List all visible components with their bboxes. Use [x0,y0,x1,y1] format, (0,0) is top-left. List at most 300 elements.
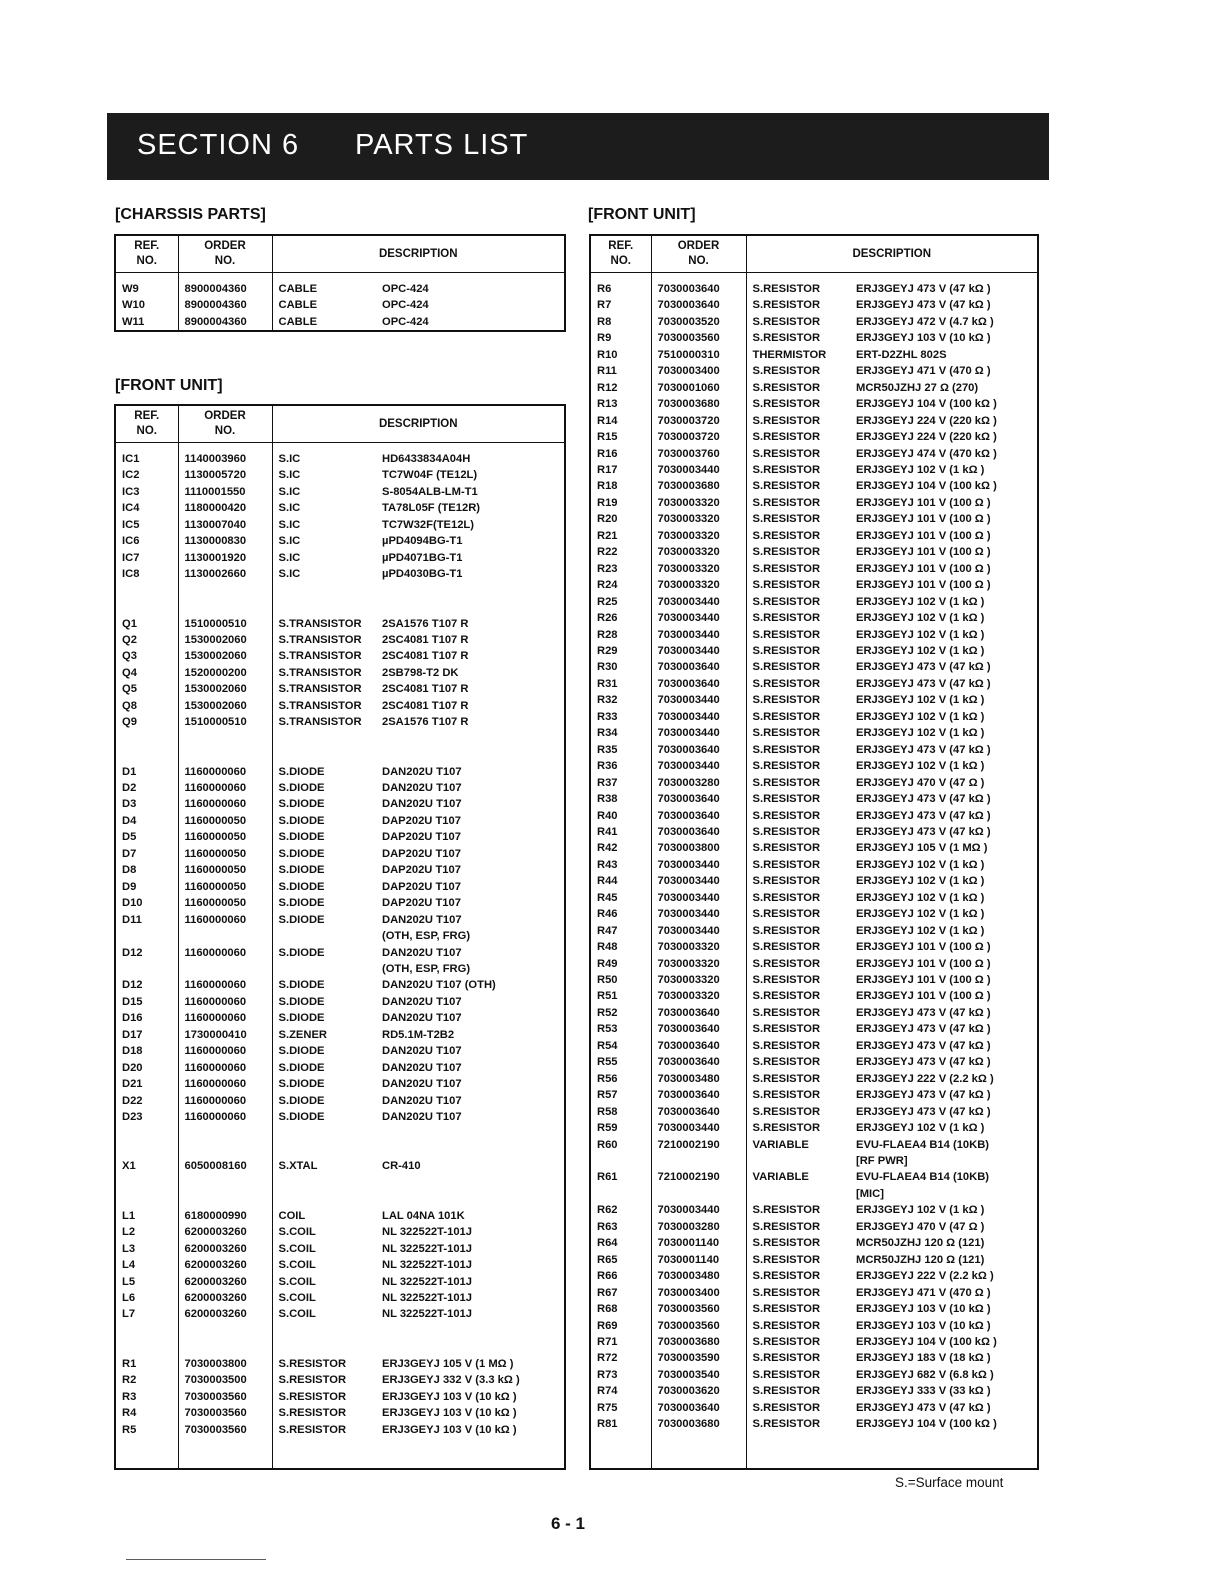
table-row [590,840,1038,856]
ref-no-cell: D16 [115,1010,178,1026]
order-no-cell: 7030003440 [651,1202,746,1218]
order-no-cell: 7030001140 [651,1252,746,1268]
ref-no-cell [115,961,178,977]
part-type-cell: VARIABLE [746,1169,856,1185]
ref-no-cell: R18 [590,478,651,494]
part-type-cell: S.RESISTOR [746,758,856,774]
ref-no-cell: D15 [115,994,178,1010]
order-no-cell: 7030003440 [651,692,746,708]
part-spec-cell: ERJ3GEYJ 471 V (470 Ω ) [856,1285,1038,1301]
part-type-cell: S.DIODE [272,780,382,796]
description-header: DESCRIPTION [272,405,565,443]
part-type-cell: S.IC [272,533,382,549]
part-type-cell: S.RESISTOR [272,1405,382,1421]
ref-no-cell: L3 [115,1241,178,1257]
part-spec-cell: HD6433834A04H [382,451,565,467]
part-type-cell [746,1186,856,1202]
part-type-cell: S.DIODE [272,1076,382,1092]
order-no-cell: 7030003640 [651,742,746,758]
order-no-cell: 7030003640 [651,1005,746,1021]
part-spec-cell: ERJ3GEYJ 102 V (1 kΩ ) [856,873,1038,889]
order-no-cell: 7030003440 [651,857,746,873]
table-row [590,692,1038,708]
part-spec-cell: ERJ3GEYJ 472 V (4.7 kΩ ) [856,314,1038,330]
table-row [115,879,565,895]
order-no-cell: 7030003760 [651,446,746,462]
part-spec-cell: ERJ3GEYJ 222 V (2.2 kΩ ) [856,1268,1038,1284]
part-spec-cell: ERJ3GEYJ 102 V (1 kΩ ) [856,594,1038,610]
order-no-cell: 1530002060 [178,632,272,648]
part-spec-cell: ERJ3GEYJ 102 V (1 kΩ ) [856,627,1038,643]
part-spec-cell: ERJ3GEYJ 101 V (100 Ω ) [856,988,1038,1004]
order-no-cell: 7030003560 [178,1422,272,1438]
table-row [115,314,565,330]
table-row [590,281,1038,297]
part-type-cell: S.RESISTOR [746,742,856,758]
order-no-cell: 7030003400 [651,1285,746,1301]
part-type-cell: S.COIL [272,1290,382,1306]
part-type-cell: S.RESISTOR [746,1334,856,1350]
order-no-cell: 1130001920 [178,550,272,566]
filler-row [590,1433,1038,1469]
part-spec-cell: 2SC4081 T107 R [382,632,565,648]
table-row [590,380,1038,396]
order-no-cell: 7030003320 [651,939,746,955]
part-spec-cell: ERJ3GEYJ 101 V (100 Ω ) [856,939,1038,955]
order-no-cell: 1510000510 [178,714,272,730]
order-no-cell [178,1126,272,1142]
ref-no-cell: D2 [115,780,178,796]
part-type-cell: S.RESISTOR [746,857,856,873]
part-spec-cell: OPC-424 [382,314,565,330]
ref-no-cell: L1 [115,1208,178,1224]
table-row [115,1208,565,1224]
order-no-cell: 1160000060 [178,945,272,961]
table-row [590,363,1038,379]
table-row [590,1169,1038,1185]
table-row [590,1186,1038,1202]
part-type-cell: S.RESISTOR [746,1021,856,1037]
order-no-cell: 7030001060 [651,380,746,396]
ref-no-cell: R11 [590,363,651,379]
table-row [115,698,565,714]
ref-no-cell: R68 [590,1301,651,1317]
order-no-header: ORDER NO. [651,235,746,273]
ref-no-cell: R64 [590,1235,651,1251]
part-type-cell: S.RESISTOR [272,1389,382,1405]
ref-no-cell: D11 [115,912,178,928]
ref-no-cell: R26 [590,610,651,626]
part-type-cell: S.RESISTOR [746,676,856,692]
part-type-cell: S.RESISTOR [746,988,856,1004]
order-no-cell: 7030003640 [651,1400,746,1416]
ref-no-cell: W11 [115,314,178,330]
front-unit-table-left [114,404,566,1470]
part-spec-cell: ERJ3GEYJ 102 V (1 kΩ ) [856,1120,1038,1136]
order-no-cell [178,583,272,599]
ref-no-cell: R32 [590,692,651,708]
ref-no-cell: R52 [590,1005,651,1021]
table-row [115,1339,565,1355]
part-type-cell: S.RESISTOR [746,561,856,577]
ref-no-cell: R59 [590,1120,651,1136]
table-row [590,511,1038,527]
part-type-cell: S.RESISTOR [746,1054,856,1070]
table-row [590,791,1038,807]
ref-no-cell: R44 [590,873,651,889]
table-row [590,1334,1038,1350]
order-no-cell: 1160000060 [178,1010,272,1026]
ref-no-cell: R73 [590,1367,651,1383]
table-row [590,758,1038,774]
table-row [590,857,1038,873]
part-type-cell: S.TRANSISTOR [272,681,382,697]
table-row [590,725,1038,741]
part-type-cell: S.IC [272,517,382,533]
part-spec-cell: DAN202U T107 [382,764,565,780]
table-row [590,1202,1038,1218]
order-no-cell: 7510000310 [651,347,746,363]
ref-no-cell: D8 [115,862,178,878]
order-no-cell: 7030003320 [651,511,746,527]
order-no-cell: 7030003440 [651,725,746,741]
order-no-cell: 7030003640 [651,659,746,675]
order-no-cell: 1160000060 [178,1093,272,1109]
part-spec-cell [382,1175,565,1191]
table-row [115,281,565,297]
table-row [590,528,1038,544]
table-row [590,1137,1038,1153]
part-spec-cell: ERJ3GEYJ 104 V (100 kΩ ) [856,1416,1038,1432]
order-no-cell: 7030003640 [651,791,746,807]
part-spec-cell: [MIC] [856,1186,1038,1202]
order-no-cell: 7210002190 [651,1137,746,1153]
table-row [590,1219,1038,1235]
table-row [590,824,1038,840]
part-spec-cell [382,731,565,747]
order-no-cell [178,599,272,615]
part-type-cell [272,1175,382,1191]
order-no-cell: 7030003320 [651,561,746,577]
table-row [115,1306,565,1322]
description-header: DESCRIPTION [272,235,565,273]
table-row [115,1142,565,1158]
ref-no-cell: L4 [115,1257,178,1273]
table-row [115,1323,565,1339]
order-no-cell: 1520000200 [178,665,272,681]
part-spec-cell: NL 322522T-101J [382,1241,565,1257]
part-spec-cell: (OTH, ESP, FRG) [382,928,565,944]
table-row [590,1400,1038,1416]
ref-no-cell: R72 [590,1350,651,1366]
ref-no-cell: R40 [590,808,651,824]
part-spec-cell: ERJ3GEYJ 471 V (470 Ω ) [856,363,1038,379]
part-type-cell [746,1153,856,1169]
table-row [590,1252,1038,1268]
order-no-cell: 7030003640 [651,1104,746,1120]
ref-no-cell: R75 [590,1400,651,1416]
part-spec-cell: ERJ3GEYJ 102 V (1 kΩ ) [856,725,1038,741]
order-no-cell: 7030003320 [651,495,746,511]
part-type-cell: S.COIL [272,1257,382,1273]
part-type-cell: S.RESISTOR [746,610,856,626]
part-type-cell: S.RESISTOR [746,1038,856,1054]
part-type-cell: S.RESISTOR [746,511,856,527]
part-type-cell: S.DIODE [272,1060,382,1076]
surface-mount-footnote: S.=Surface mount [895,1475,1004,1490]
part-type-cell: S.RESISTOR [746,446,856,462]
ref-no-cell: L5 [115,1274,178,1290]
table-row [115,632,565,648]
table-row [590,1235,1038,1251]
table-row [115,1257,565,1273]
chassis-parts-heading: [CHARSSIS PARTS] [115,206,266,223]
ref-no-cell: L7 [115,1306,178,1322]
ref-no-cell: IC6 [115,533,178,549]
part-spec-cell: TA78L05F (TE12R) [382,500,565,516]
ref-no-cell: R3 [115,1389,178,1405]
part-spec-cell: TC7W04F (TE12L) [382,467,565,483]
part-type-cell: S.DIODE [272,1093,382,1109]
front-unit-heading-right: [FRONT UNIT] [588,206,696,223]
table-row [590,939,1038,955]
part-type-cell: S.RESISTOR [746,462,856,478]
part-type-cell: S.DIODE [272,1043,382,1059]
ref-no-cell: D10 [115,895,178,911]
table-row [115,829,565,845]
part-spec-cell: ERJ3GEYJ 183 V (18 kΩ ) [856,1350,1038,1366]
part-type-cell: S.RESISTOR [746,709,856,725]
order-no-cell: 7030003640 [651,1087,746,1103]
part-type-cell: S.RESISTOR [746,775,856,791]
ref-no-cell: Q2 [115,632,178,648]
table-row [590,956,1038,972]
ref-no-cell: R61 [590,1169,651,1185]
part-type-cell [272,961,382,977]
ref-no-cell: R35 [590,742,651,758]
table-row [590,923,1038,939]
order-no-cell: 7030003320 [651,528,746,544]
part-type-cell: S.TRANSISTOR [272,714,382,730]
ref-no-header: REF. NO. [115,235,178,273]
part-spec-cell: S-8054ALB-LM-T1 [382,484,565,500]
part-type-cell: S.TRANSISTOR [272,616,382,632]
part-type-cell [272,928,382,944]
part-type-cell: S.RESISTOR [746,1400,856,1416]
part-spec-cell: ERJ3GEYJ 102 V (1 kΩ ) [856,462,1038,478]
part-spec-cell: ERJ3GEYJ 103 V (10 kΩ ) [382,1389,565,1405]
order-no-cell: 1110001550 [178,484,272,500]
order-no-cell: 7030003440 [651,890,746,906]
ref-no-cell: R55 [590,1054,651,1070]
ref-no-cell: D20 [115,1060,178,1076]
ref-no-cell: Q5 [115,681,178,697]
part-spec-cell: ERJ3GEYJ 102 V (1 kΩ ) [856,857,1038,873]
table-row [115,297,565,313]
table-row [590,544,1038,560]
ref-no-cell: IC8 [115,566,178,582]
part-spec-cell: DAN202U T107 [382,1060,565,1076]
part-spec-cell: ERJ3GEYJ 103 V (10 kΩ ) [856,1301,1038,1317]
ref-no-cell: Q3 [115,648,178,664]
order-no-cell: 1160000060 [178,1060,272,1076]
order-no-cell: 6200003260 [178,1290,272,1306]
table-row [590,610,1038,626]
order-no-cell: 1160000050 [178,846,272,862]
ref-no-cell: R67 [590,1285,651,1301]
part-spec-cell: DAP202U T107 [382,862,565,878]
part-type-cell: S.RESISTOR [746,594,856,610]
ref-no-cell: R56 [590,1071,651,1087]
part-spec-cell: DAP202U T107 [382,813,565,829]
table-row [115,1126,565,1142]
ref-no-cell [115,599,178,615]
order-no-cell: 7030003640 [651,824,746,840]
table-row [590,1120,1038,1136]
part-type-cell: S.RESISTOR [746,627,856,643]
table-row [590,1383,1038,1399]
ref-no-cell: R2 [115,1372,178,1388]
order-no-cell [651,1186,746,1202]
front-unit-heading-left: [FRONT UNIT] [115,377,223,394]
table-row [590,808,1038,824]
order-no-cell: 8900004360 [178,314,272,330]
part-spec-cell: ERJ3GEYJ 473 V (47 kΩ ) [856,1021,1038,1037]
table-row [590,873,1038,889]
table-row [115,977,565,993]
part-type-cell: S.TRANSISTOR [272,698,382,714]
order-no-cell: 7030003500 [178,1372,272,1388]
part-type-cell: S.COIL [272,1224,382,1240]
ref-no-cell [115,731,178,747]
table-row [115,945,565,961]
ref-no-cell: D17 [115,1027,178,1043]
part-type-cell: S.RESISTOR [746,396,856,412]
ref-no-cell: R81 [590,1416,651,1432]
table-row [115,1422,565,1438]
ref-no-cell: R1 [115,1356,178,1372]
part-type-cell [272,599,382,615]
part-spec-cell: ERJ3GEYJ 474 V (470 kΩ ) [856,446,1038,462]
part-spec-cell: OPC-424 [382,281,565,297]
part-spec-cell: ERJ3GEYJ 101 V (100 Ω ) [856,561,1038,577]
part-type-cell: S.RESISTOR [746,808,856,824]
table-row [115,747,565,763]
order-no-cell: 7210002190 [651,1169,746,1185]
part-spec-cell: ERJ3GEYJ 101 V (100 Ω ) [856,544,1038,560]
part-spec-cell: [RF PWR] [856,1153,1038,1169]
table-row [115,1109,565,1125]
order-no-cell: 7030003640 [651,297,746,313]
ref-no-cell: R66 [590,1268,651,1284]
table-row [115,451,565,467]
order-no-cell: 7030003720 [651,429,746,445]
part-spec-cell: 2SC4081 T107 R [382,681,565,697]
order-no-cell: 7030003480 [651,1071,746,1087]
ref-no-cell: R33 [590,709,651,725]
part-spec-cell: EVU-FLAEA4 B14 (10KB) [856,1169,1038,1185]
part-type-cell [272,1126,382,1142]
ref-no-cell: IC7 [115,550,178,566]
order-no-cell [178,747,272,763]
ref-no-cell [115,1142,178,1158]
ref-no-cell [115,1339,178,1355]
order-no-cell: 1160000060 [178,912,272,928]
table-row [115,928,565,944]
order-no-cell: 7030003320 [651,988,746,1004]
part-type-cell: S.RESISTOR [272,1356,382,1372]
ref-no-cell: R23 [590,561,651,577]
table-row [115,1010,565,1026]
part-type-cell [272,583,382,599]
part-spec-cell: ERJ3GEYJ 473 V (47 kΩ ) [856,1054,1038,1070]
part-spec-cell: ERJ3GEYJ 473 V (47 kΩ ) [856,1005,1038,1021]
ref-no-header: REF. NO. [115,405,178,443]
part-type-cell: S.RESISTOR [746,956,856,972]
order-no-cell: 7030003800 [651,840,746,856]
ref-no-cell: R62 [590,1202,651,1218]
ref-no-cell: IC4 [115,500,178,516]
order-no-cell: 7030003440 [651,610,746,626]
order-no-cell: 7030003720 [651,413,746,429]
order-no-cell: 6200003260 [178,1274,272,1290]
table-row [590,627,1038,643]
part-spec-cell [382,599,565,615]
order-no-cell: 7030003440 [651,627,746,643]
order-no-cell [178,1191,272,1207]
table-row [590,594,1038,610]
part-type-cell: S.RESISTOR [746,1235,856,1251]
table-row [590,561,1038,577]
order-no-cell: 7030003640 [651,281,746,297]
part-spec-cell: NL 322522T-101J [382,1257,565,1273]
order-no-header: ORDER NO. [178,235,272,273]
table-row [115,533,565,549]
part-type-cell: S.TRANSISTOR [272,632,382,648]
part-spec-cell: ERJ3GEYJ 682 V (6.8 kΩ ) [856,1367,1038,1383]
part-type-cell: S.RESISTOR [746,939,856,955]
table-row [115,846,565,862]
part-spec-cell: MCR50JZHJ 120 Ω (121) [856,1235,1038,1251]
table-row [590,775,1038,791]
part-spec-cell [382,747,565,763]
part-type-cell [272,1323,382,1339]
part-spec-cell: DAN202U T107 [382,912,565,928]
part-spec-cell: ERJ3GEYJ 222 V (2.2 kΩ ) [856,1071,1038,1087]
part-spec-cell: 2SC4081 T107 R [382,648,565,664]
order-no-cell: 6180000990 [178,1208,272,1224]
part-spec-cell: ERJ3GEYJ 473 V (47 kΩ ) [856,1038,1038,1054]
ref-no-cell: R13 [590,396,651,412]
table-row [115,599,565,615]
order-no-cell: 1530002060 [178,648,272,664]
ref-no-cell: R31 [590,676,651,692]
part-spec-cell: DAN202U T107 [382,780,565,796]
ref-no-cell: R19 [590,495,651,511]
section-number: SECTION 6 [137,129,300,161]
part-spec-cell: ERJ3GEYJ 473 V (47 kΩ ) [856,281,1038,297]
table-row [115,583,565,599]
order-no-cell: 7030003280 [651,1219,746,1235]
part-type-cell: S.RESISTOR [746,824,856,840]
order-no-cell: 1160000060 [178,764,272,780]
order-no-cell: 7030003590 [651,1350,746,1366]
table-row [115,961,565,977]
table-row [590,314,1038,330]
table-row [590,1268,1038,1284]
ref-no-cell: Q8 [115,698,178,714]
order-no-cell: 1160000050 [178,829,272,845]
